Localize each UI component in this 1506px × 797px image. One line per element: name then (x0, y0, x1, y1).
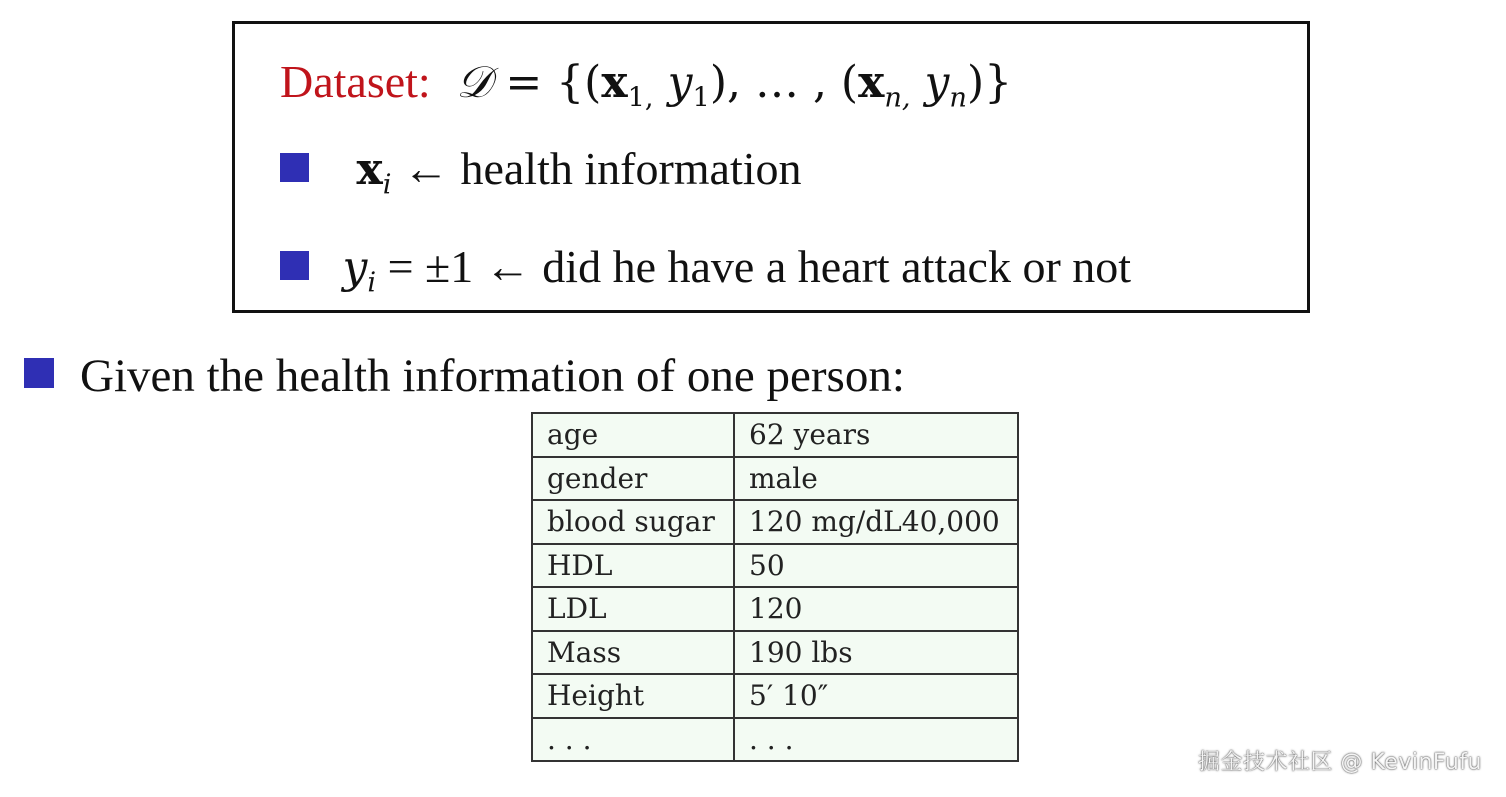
row-value: . . . (734, 718, 1018, 762)
row-key: blood sugar (532, 500, 734, 544)
bullet-x (280, 143, 802, 201)
row-key: Mass (532, 631, 734, 675)
row-value: 120 (734, 587, 1018, 631)
table-row (532, 500, 1018, 544)
bullet-y (280, 241, 1132, 299)
table-row (532, 587, 1018, 631)
row-value: 190 lbs (734, 631, 1018, 675)
row-value: male (734, 457, 1018, 501)
square-bullet-icon (24, 358, 54, 388)
row-key: age (532, 413, 734, 457)
y-description: = ±1 ← did he have a heart attack or not (387, 241, 1132, 292)
dataset-box (232, 21, 1310, 313)
row-key: HDL (532, 544, 734, 588)
row-value: 50 (734, 544, 1018, 588)
table-row (532, 674, 1018, 718)
row-value: 120 mg/dL40,000 (734, 500, 1018, 544)
table-row (532, 718, 1018, 762)
row-key: LDL (532, 587, 734, 631)
x-symbol: $x_i$ (356, 144, 392, 201)
given-line (24, 349, 905, 403)
dataset-formula: 𝒟 = {($x_{1,}$ $y_1$), … , ($x_{n,}$ $y_n$)} (456, 57, 1013, 114)
watermark: 掘金技术社区 @ KevinFufu (1197, 750, 1482, 775)
row-key: gender (532, 457, 734, 501)
table-row (532, 544, 1018, 588)
square-bullet-icon (280, 251, 309, 280)
row-value: 5′ 10″ (734, 674, 1018, 718)
row-value: 62 years (734, 413, 1018, 457)
x-description: ← health information (402, 143, 802, 194)
dataset-line (280, 56, 1013, 114)
row-key: Height (532, 674, 734, 718)
row-key: . . . (532, 718, 734, 762)
dataset-label: Dataset: (280, 56, 431, 107)
square-bullet-icon (280, 153, 309, 182)
y-symbol: $y_i$ (342, 242, 377, 299)
table-row (532, 413, 1018, 457)
given-text: Given the health information of one person: (80, 350, 905, 402)
table-row (532, 457, 1018, 501)
health-info-table (531, 412, 1019, 762)
table-row (532, 631, 1018, 675)
